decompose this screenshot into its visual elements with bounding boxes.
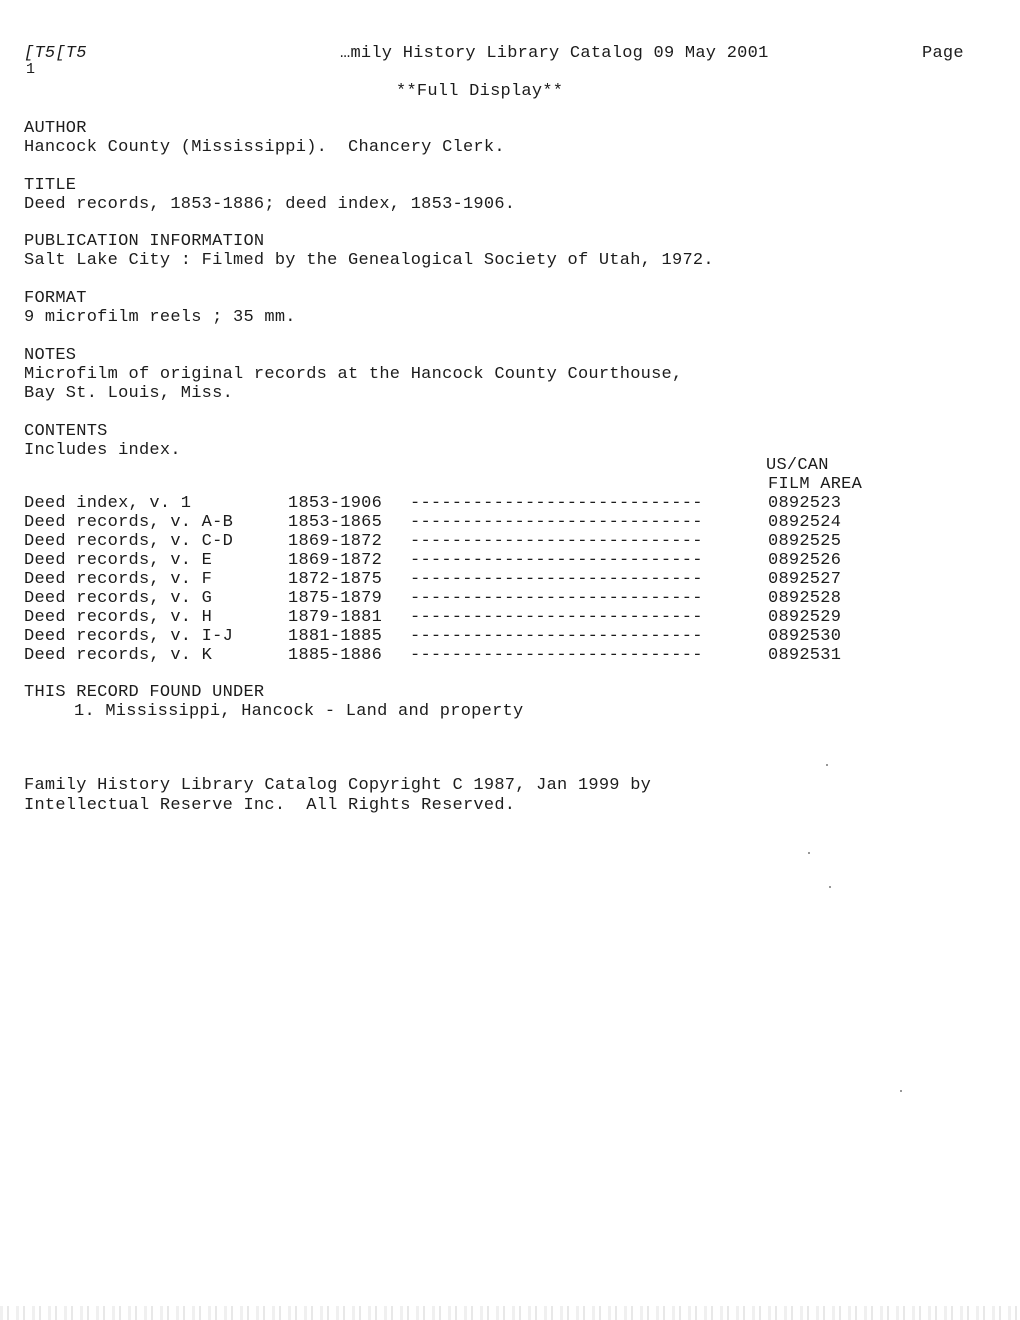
film-row [24, 532, 842, 551]
title-value: Deed records, 1853-1886; deed index, 1853-1906. [24, 195, 516, 214]
film-row-years: 1879-1881 [288, 608, 383, 627]
film-row [24, 551, 842, 570]
display-mode: **Full Display** [396, 82, 564, 101]
film-column-header-line-2: FILM AREA [768, 475, 863, 494]
film-row-description: Deed records, v. H [24, 608, 213, 627]
header-code: [T5[T5 [24, 44, 87, 63]
film-row-leader: ---------------------------- [410, 627, 703, 646]
notes-line-2: Bay St. Louis, Miss. [24, 384, 234, 403]
copyright-line-2: Intellectual Reserve Inc. All Rights Reserved. [24, 796, 516, 815]
film-row-number: 0892526 [768, 551, 842, 570]
film-row-number: 0892530 [768, 627, 842, 646]
film-row-number: 0892528 [768, 589, 842, 608]
page-label: Page [922, 44, 964, 63]
film-column-header-line-1: US/CAN [766, 456, 829, 475]
film-row-leader: ---------------------------- [410, 589, 703, 608]
film-row-leader: ---------------------------- [410, 570, 703, 589]
film-row-number: 0892525 [768, 532, 842, 551]
film-row-number: 0892523 [768, 494, 842, 513]
found-under-label: THIS RECORD FOUND UNDER [24, 683, 265, 702]
film-row-years: 1872-1875 [288, 570, 383, 589]
film-row-description: Deed records, v. E [24, 551, 213, 570]
film-row [24, 570, 842, 589]
scan-edge-noise [0, 1306, 1020, 1320]
film-row [24, 513, 842, 532]
film-row-leader: ---------------------------- [410, 532, 703, 551]
scan-speck [808, 852, 810, 854]
film-row-number: 0892531 [768, 646, 842, 665]
notes-line-1: Microfilm of original records at the Hancock County Courthouse, [24, 365, 683, 384]
publication-label: PUBLICATION INFORMATION [24, 232, 265, 251]
film-row [24, 627, 842, 646]
author-value: Hancock County (Mississippi). Chancery Clerk. [24, 138, 505, 157]
film-row-years: 1869-1872 [288, 551, 383, 570]
film-row-description: Deed records, v. C-D [24, 532, 234, 551]
header-sub-number: 1 [26, 61, 36, 78]
found-under-item: 1. Mississippi, Hancock - Land and property [74, 702, 524, 721]
film-row-leader: ---------------------------- [410, 551, 703, 570]
scan-speck [900, 1090, 902, 1092]
film-row-years: 1853-1865 [288, 513, 383, 532]
film-row-years: 1853-1906 [288, 494, 383, 513]
film-row-number: 0892527 [768, 570, 842, 589]
film-row-leader: ---------------------------- [410, 513, 703, 532]
film-row-description: Deed records, v. G [24, 589, 213, 608]
author-label: AUTHOR [24, 119, 87, 138]
film-row-years: 1881-1885 [288, 627, 383, 646]
film-row-leader: ---------------------------- [410, 608, 703, 627]
notes-label: NOTES [24, 346, 77, 365]
format-value: 9 microfilm reels ; 35 mm. [24, 308, 296, 327]
contents-value: Includes index. [24, 441, 181, 460]
contents-label: CONTENTS [24, 422, 108, 441]
film-row-leader: ---------------------------- [410, 646, 703, 665]
film-row-number: 0892524 [768, 513, 842, 532]
format-label: FORMAT [24, 289, 87, 308]
scan-speck [826, 764, 828, 766]
film-row [24, 589, 842, 608]
film-row-number: 0892529 [768, 608, 842, 627]
film-row-years: 1875-1879 [288, 589, 383, 608]
film-row [24, 494, 842, 513]
film-row-description: Deed records, v. F [24, 570, 213, 589]
film-row-description: Deed index, v. 1 [24, 494, 192, 513]
film-row-description: Deed records, v. K [24, 646, 213, 665]
scan-speck [829, 886, 831, 888]
film-row-years: 1885-1886 [288, 646, 383, 665]
film-row-description: Deed records, v. I-J [24, 627, 234, 646]
catalog-header-title: …mily History Library Catalog 09 May 2001 [340, 44, 769, 63]
film-row [24, 646, 842, 665]
copyright-line-1: Family History Library Catalog Copyright C 1987, Jan 1999 by [24, 776, 652, 795]
film-row-description: Deed records, v. A-B [24, 513, 234, 532]
film-row-leader: ---------------------------- [410, 494, 703, 513]
publication-value: Salt Lake City : Filmed by the Genealogical Society of Utah, 1972. [24, 251, 714, 270]
film-row [24, 608, 842, 627]
film-row-years: 1869-1872 [288, 532, 383, 551]
title-label: TITLE [24, 176, 77, 195]
